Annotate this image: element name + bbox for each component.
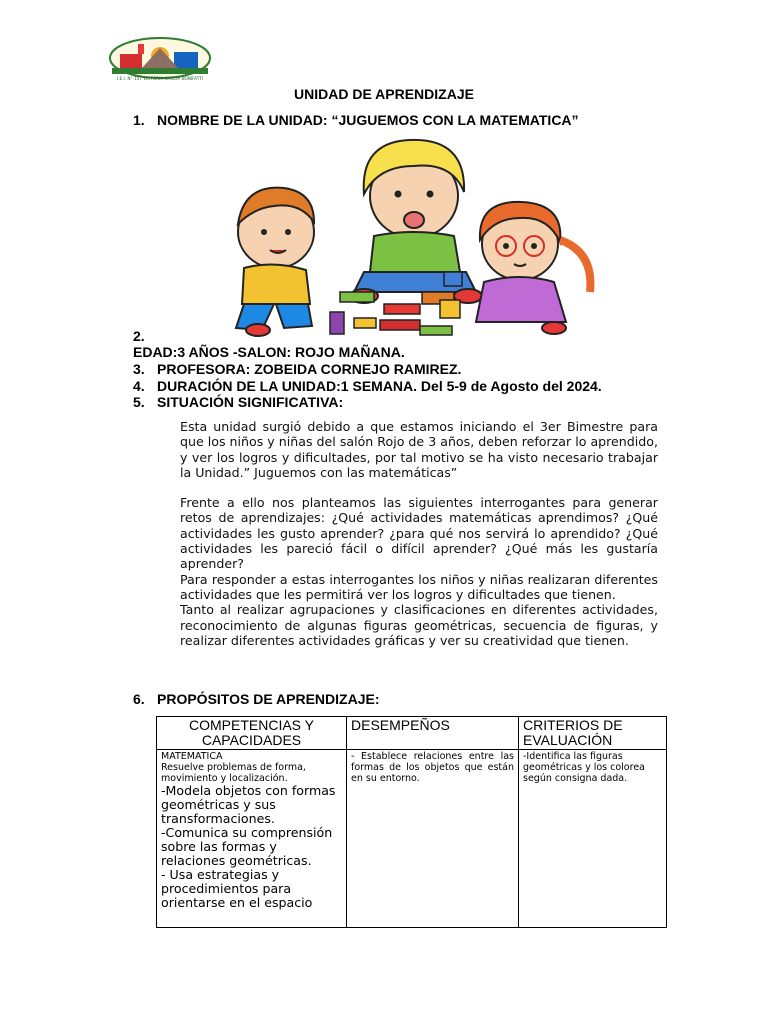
competencia-text: Resuelve problemas de forma, movimiento y localización. [161, 762, 306, 784]
header-desempenos: DESEMPEÑOS [347, 717, 519, 750]
school-logo [108, 36, 212, 82]
criterio-text: -Identifica las figuras geométricas y los colorea según consigna dada. [523, 751, 645, 784]
capacidad-2: -Comunica su comprensión sobre las formas y relaciones geométricas. [161, 825, 333, 868]
situacion-paragraph-1: Esta unidad surgió debido a que estamos iniciando el 3er Bimestre para que los niños y niñas del salón Rojo de 3 años, deben reforzar lo aprendido, y ver los logros y dificultades, por tal motivo se ha visto necesario trabajar la Unidad.” Juguemos con las matemáticas” [180, 419, 658, 480]
item-text: PROFESORA: ZOBEIDA CORNEJO RAMIREZ. [157, 361, 462, 377]
cell-competencias [157, 750, 347, 928]
cell-desempenos [347, 750, 519, 928]
item-edad [133, 344, 405, 360]
capacidad-1: -Modela objetos con formas geométricas y sus transformaciones. [161, 783, 336, 826]
item-number: 6. [133, 691, 145, 707]
table-row [157, 750, 667, 928]
children-playing-illustration [214, 132, 620, 342]
item-text: SITUACIÓN SIGNIFICATIVA: [157, 394, 344, 410]
item-nombre [133, 112, 579, 128]
capacidad-3: - Usa estrategias y procedimientos para orientarse en el espacio [161, 867, 313, 910]
item-text: EDAD:3 AÑOS -SALON: ROJO MAÑANA. [133, 344, 405, 360]
children-blocks-icon [214, 132, 620, 342]
situacion-paragraph-4: Tanto al realizar agrupaciones y clasificaciones en diferentes actividades, reconocimiento de algunas figuras geométricas, secuencia de figuras, y realizar diferentes actividades gráficas y ver su creatividad que tienen. [180, 602, 658, 648]
item-situacion [133, 394, 343, 410]
school-logo-icon [108, 36, 212, 82]
item-propositos [133, 691, 379, 707]
area-label: MATEMATICA [161, 751, 223, 762]
item-number: 5. [133, 394, 145, 410]
table-header-row [157, 717, 667, 750]
item-number: 2. [133, 328, 145, 344]
situacion-paragraph-3: Para responder a estas interrogantes los niños y niñas realizaran diferentes actividades que les permitirá ver los logros y dificultades que tienen. [180, 571, 658, 602]
logo-caption: I.E.I. N° 157 VICTORIA GARCIA BONIFATTI [116, 76, 204, 81]
item-number: 4. [133, 378, 145, 394]
item-profesora [133, 361, 461, 377]
item-text: DURACIÓN DE LA UNIDAD:1 SEMANA. Del 5-9 de Agosto del 2024. [157, 378, 602, 394]
page-title: UNIDAD DE APRENDIZAJE [294, 86, 474, 102]
header-criterios: CRITERIOS DE EVALUACIÓN [519, 717, 667, 750]
item-number: 1. [133, 112, 145, 128]
item-number: 3. [133, 361, 145, 377]
item-2 [133, 328, 157, 344]
cell-criterios [519, 750, 667, 928]
item-text: PROPÓSITOS DE APRENDIZAJE: [157, 691, 380, 707]
desempeno-text: - Establece relaciones entre las formas de los objetos que están en su entorno. [351, 751, 514, 784]
propositos-table [156, 716, 667, 928]
item-duracion [133, 378, 602, 394]
item-text: NOMBRE DE LA UNIDAD: “JUGUEMOS CON LA MATEMATICA” [157, 112, 579, 128]
situacion-text [180, 419, 658, 648]
situacion-paragraph-2: Frente a ello nos planteamos las siguientes interrogantes para generar retos de aprendizajes: ¿Qué actividades matemáticas aprendimos? ¿Qué actividades les gusto aprender? ¿para qué nos servirá lo aprendido? ¿Qué actividades les pareció fácil o difícil aprender? ¿Qué más les gustaría aprender? [180, 495, 658, 572]
header-competencias: COMPETENCIAS Y CAPACIDADES [157, 717, 347, 750]
